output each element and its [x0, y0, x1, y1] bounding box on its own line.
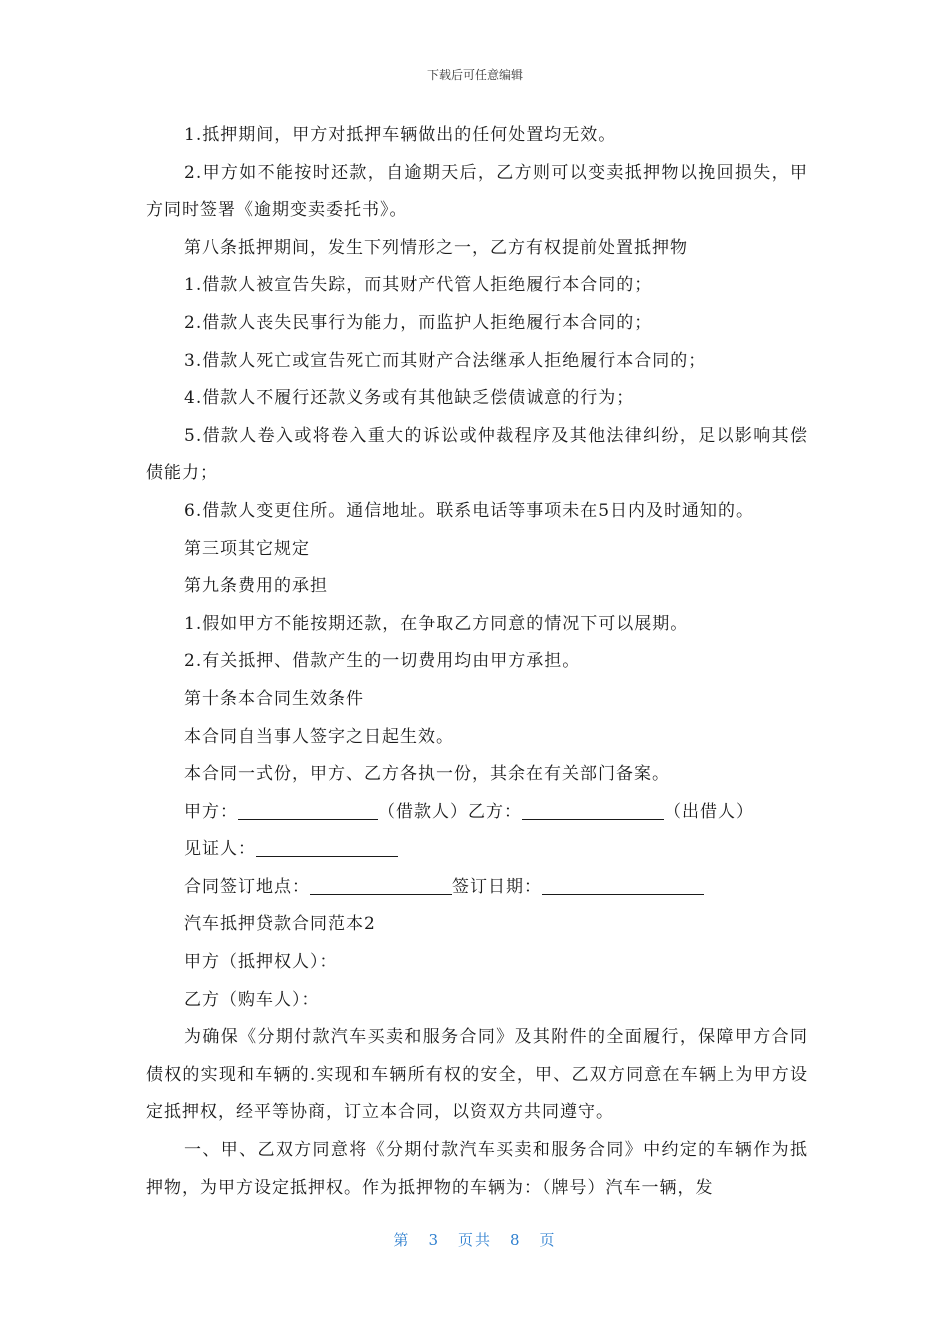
- page-current: 3: [428, 1231, 440, 1249]
- party-a-blank: [238, 802, 378, 820]
- page-number: [0, 1229, 950, 1250]
- paragraph: 6.借款人变更住所。通信地址。联系电话等事项未在5日内及时通知的。: [184, 500, 755, 521]
- paragraph: 2.借款人丧失民事行为能力，而监护人拒绝履行本合同的；: [184, 312, 653, 333]
- date-label: 签订日期：: [452, 876, 542, 897]
- party-b-role: （出借人）: [664, 801, 754, 822]
- section-heading: 第三项其它规定: [184, 538, 310, 559]
- section-heading: 第九条费用的承担: [184, 576, 328, 597]
- paragraph: 4.借款人不履行还款义务或有其他缺乏偿债诚意的行为；: [184, 388, 635, 409]
- signature-parties-row: [146, 794, 808, 832]
- page-mid: 页共: [457, 1231, 492, 1249]
- paragraph: 1.借款人被宣告失踪，而其财产代管人拒绝履行本合同的；: [184, 275, 653, 296]
- page-total: 8: [510, 1231, 522, 1249]
- party-a-role: （借款人）乙方：: [378, 801, 522, 822]
- place-blank: [310, 877, 452, 895]
- signature-witness-row: [146, 831, 808, 869]
- header-note: 下载后可任意编辑: [426, 68, 523, 82]
- paragraph: 1.抵押期间，甲方对抵押车辆做出的任何处置均无效。: [184, 125, 617, 145]
- witness-label: 见证人：: [184, 839, 256, 860]
- page-prefix: 第: [393, 1231, 411, 1249]
- paragraph: 一、甲、乙双方同意将《分期付款汽车买卖和服务合同》中约定的车辆作为抵押物，为甲方设定抵押权。作为抵押物的车辆为：（牌号）汽车一辆，发: [146, 1140, 808, 1198]
- paragraph: 为确保《分期付款汽车买卖和服务合同》及其附件的全面履行，保障甲方合同债权的实现和车辆的.实现和车辆所有权的安全，甲、乙双方同意在车辆上为甲方设定抵押权，经平等协商，订立本合同，以资双方共同遵守。: [146, 1027, 808, 1123]
- paragraph: 1.假如甲方不能按期还款，在争取乙方同意的情况下可以展期。: [184, 613, 689, 634]
- paragraph: 5.借款人卷入或将卷入重大的诉讼或仲裁程序及其他法律纠纷，足以影响其偿债能力；: [146, 425, 808, 484]
- section-heading: 第十条本合同生效条件: [184, 688, 364, 709]
- paragraph: 乙方（购车人）：: [184, 989, 320, 1010]
- paragraph: 本合同自当事人签字之日起生效。: [184, 726, 454, 747]
- party-a-label: 甲方：: [184, 801, 238, 822]
- witness-blank: [256, 839, 398, 857]
- section-heading: 第八条抵押期间，发生下列情形之一，乙方有权提前处置抵押物: [184, 237, 688, 258]
- paragraph: 3.借款人死亡或宣告死亡而其财产合法继承人拒绝履行本合同的；: [184, 350, 707, 371]
- paragraph: 本合同一式份，甲方、乙方各执一份，其余在有关部门备案。: [184, 764, 670, 785]
- date-blank: [542, 877, 704, 895]
- paragraph: 2.甲方如不能按时还款，自逾期天后，乙方则可以变卖抵押物以挽回损失，甲方同时签署《逾期变卖委托书》。: [146, 162, 808, 221]
- place-label: 合同签订地点：: [184, 876, 310, 897]
- section-heading: 汽车抵押贷款合同范本2: [184, 914, 376, 935]
- paragraph: 2.有关抵押、借款产生的一切费用均由甲方承担。: [184, 651, 581, 672]
- paragraph: 甲方（抵押权人）：: [184, 952, 338, 973]
- signature-place-date-row: [146, 869, 808, 907]
- party-b-blank: [522, 802, 664, 820]
- page-suffix: 页: [539, 1231, 557, 1249]
- document-body: [146, 117, 808, 1207]
